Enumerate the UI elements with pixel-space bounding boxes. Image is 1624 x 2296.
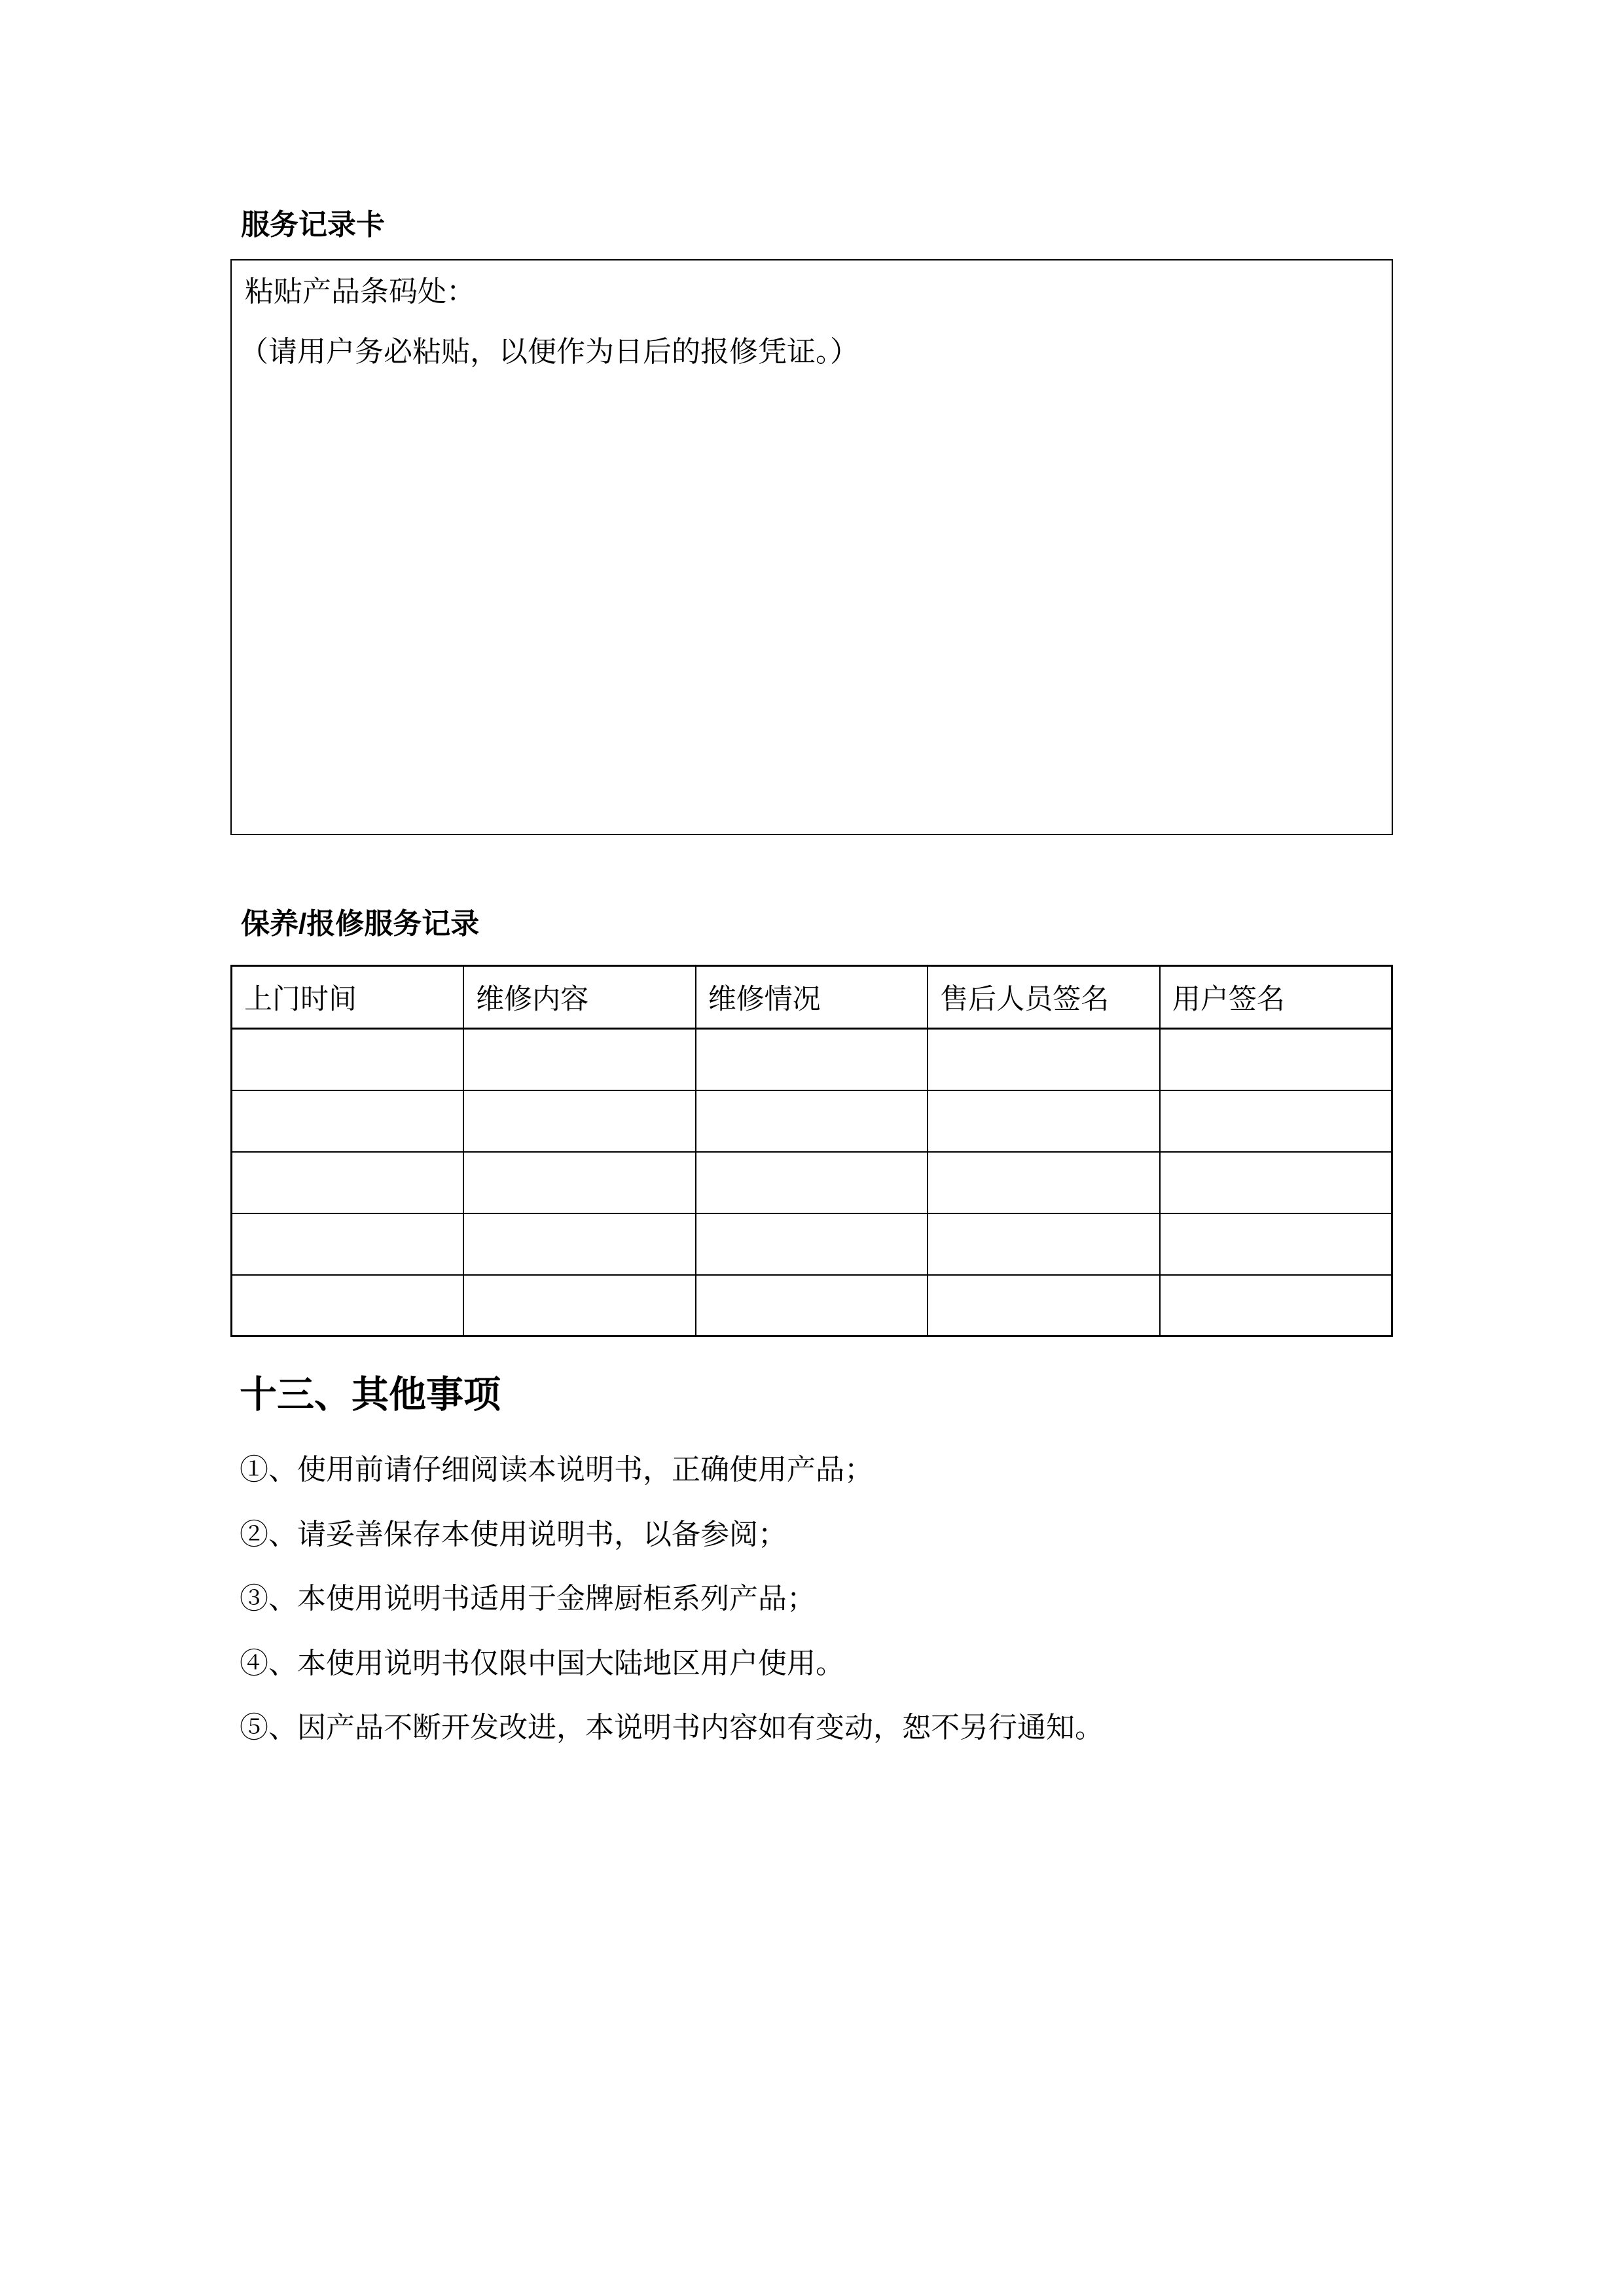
table-cell-empty — [696, 1029, 928, 1090]
service-card-title: 服务记录卡 — [241, 209, 385, 241]
other-matters-title: 十三、其他事项 — [240, 1374, 501, 1416]
table-cell-empty — [1160, 1213, 1392, 1275]
barcode-box-note: （请用户务必粘贴，以便作为日后的报修凭证。） — [240, 336, 859, 368]
table-cell-empty — [463, 1213, 696, 1275]
note-item-4: ④、本使用说明书仅限中国大陆地区用户使用。 — [240, 1647, 844, 1679]
column-header-staff-signature: 售后人员签名 — [928, 966, 1160, 1029]
table-row — [232, 1090, 1392, 1152]
table-cell-empty — [928, 1275, 1160, 1336]
service-record-table — [230, 965, 1393, 1337]
barcode-paste-box — [230, 259, 1393, 835]
table-row — [232, 1152, 1392, 1213]
table-cell-empty — [928, 1213, 1160, 1275]
table-cell-empty — [928, 1090, 1160, 1152]
table-cell-empty — [232, 1090, 464, 1152]
table-cell-empty — [928, 1029, 1160, 1090]
column-header-visit-time: 上门时间 — [232, 966, 464, 1029]
table-cell-empty — [232, 1152, 464, 1213]
table-cell-empty — [463, 1152, 696, 1213]
column-header-repair-content: 维修内容 — [463, 966, 696, 1029]
table-cell-empty — [696, 1213, 928, 1275]
table-cell-empty — [696, 1275, 928, 1336]
note-item-3: ③、本使用说明书适用于金牌厨柜系列产品； — [240, 1583, 816, 1615]
table-cell-empty — [1160, 1275, 1392, 1336]
table-cell-empty — [1160, 1090, 1392, 1152]
barcode-box-label: 粘贴产品条码处： — [245, 276, 475, 308]
note-item-5: ⑤、因产品不断开发改进，本说明书内容如有变动，恕不另行通知。 — [240, 1712, 1104, 1744]
note-item-1: ①、使用前请仔细阅读本说明书，正确使用产品； — [240, 1454, 873, 1486]
service-record-title: 保养/报修服务记录 — [241, 908, 480, 940]
table-cell-empty — [1160, 1152, 1392, 1213]
table-header-row — [232, 966, 1392, 1029]
table-cell-empty — [696, 1152, 928, 1213]
table-cell-empty — [232, 1213, 464, 1275]
table-row — [232, 1029, 1392, 1090]
table-cell-empty — [232, 1275, 464, 1336]
table-cell-empty — [1160, 1029, 1392, 1090]
table-cell-empty — [463, 1029, 696, 1090]
table-cell-empty — [696, 1090, 928, 1152]
service-record-table-wrap — [230, 965, 1393, 1337]
table-cell-empty — [928, 1152, 1160, 1213]
table-cell-empty — [463, 1275, 696, 1336]
table-row — [232, 1213, 1392, 1275]
column-header-user-signature: 用户签名 — [1160, 966, 1392, 1029]
column-header-repair-status: 维修情况 — [696, 966, 928, 1029]
note-item-2: ②、请妥善保存本使用说明书，以备参阅； — [240, 1518, 787, 1551]
table-cell-empty — [232, 1029, 464, 1090]
table-row — [232, 1275, 1392, 1336]
table-cell-empty — [463, 1090, 696, 1152]
